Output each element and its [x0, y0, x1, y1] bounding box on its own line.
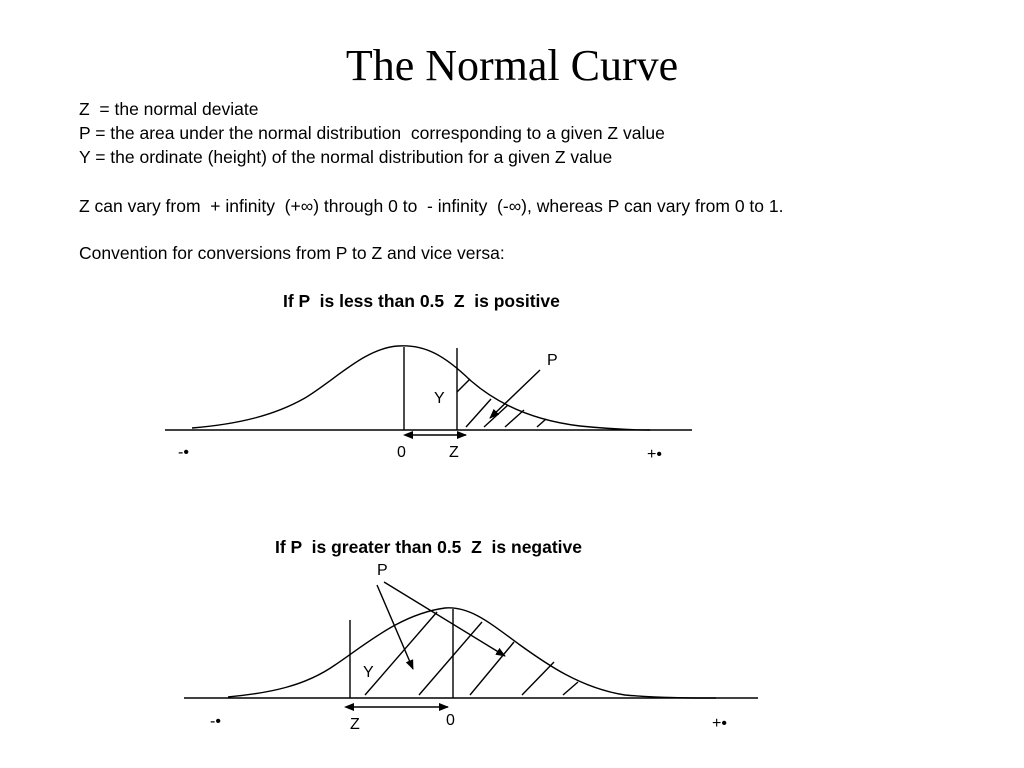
positive-label-zero: 0 — [397, 444, 406, 461]
negative-diagram — [184, 582, 758, 707]
positive-label-p: P — [547, 352, 558, 369]
definition-y: Y = the ordinate (height) of the normal distribution for a given Z value — [79, 147, 613, 167]
positive-z-heading: If P is less than 0.5 Z is positive — [283, 291, 560, 311]
negative-label-zero: 0 — [446, 712, 455, 729]
positive-hatching — [457, 379, 546, 427]
negative-label-z: Z — [350, 716, 360, 733]
negative-label-p: P — [377, 562, 388, 579]
negative-normal-curve — [228, 608, 716, 698]
range-text: Z can vary from + infinity (+∞) through 0 to - infinity (-∞), whereas P can vary from 0 to 1. — [79, 196, 784, 216]
positive-label-pos-inf: +• — [647, 446, 662, 463]
positive-normal-curve — [192, 346, 650, 430]
definition-z: Z = the normal deviate — [79, 99, 259, 119]
convention-text: Convention for conversions from P to Z and vice versa: — [79, 243, 505, 263]
definition-p: P = the area under the normal distribution corresponding to a given Z value — [79, 123, 665, 143]
negative-z-heading: If P is greater than 0.5 Z is negative — [275, 537, 583, 557]
positive-label-neg-inf: -• — [178, 444, 189, 461]
positive-label-z: Z — [449, 444, 459, 461]
negative-label-pos-inf: +• — [712, 715, 727, 732]
positive-diagram — [165, 346, 692, 435]
positive-label-y: Y — [434, 390, 445, 407]
positive-p-arrow — [490, 370, 540, 418]
negative-label-y: Y — [363, 664, 374, 681]
negative-p-arrow-left — [377, 585, 413, 669]
slide-title: The Normal Curve — [345, 41, 679, 90]
negative-label-neg-inf: -• — [210, 713, 221, 730]
